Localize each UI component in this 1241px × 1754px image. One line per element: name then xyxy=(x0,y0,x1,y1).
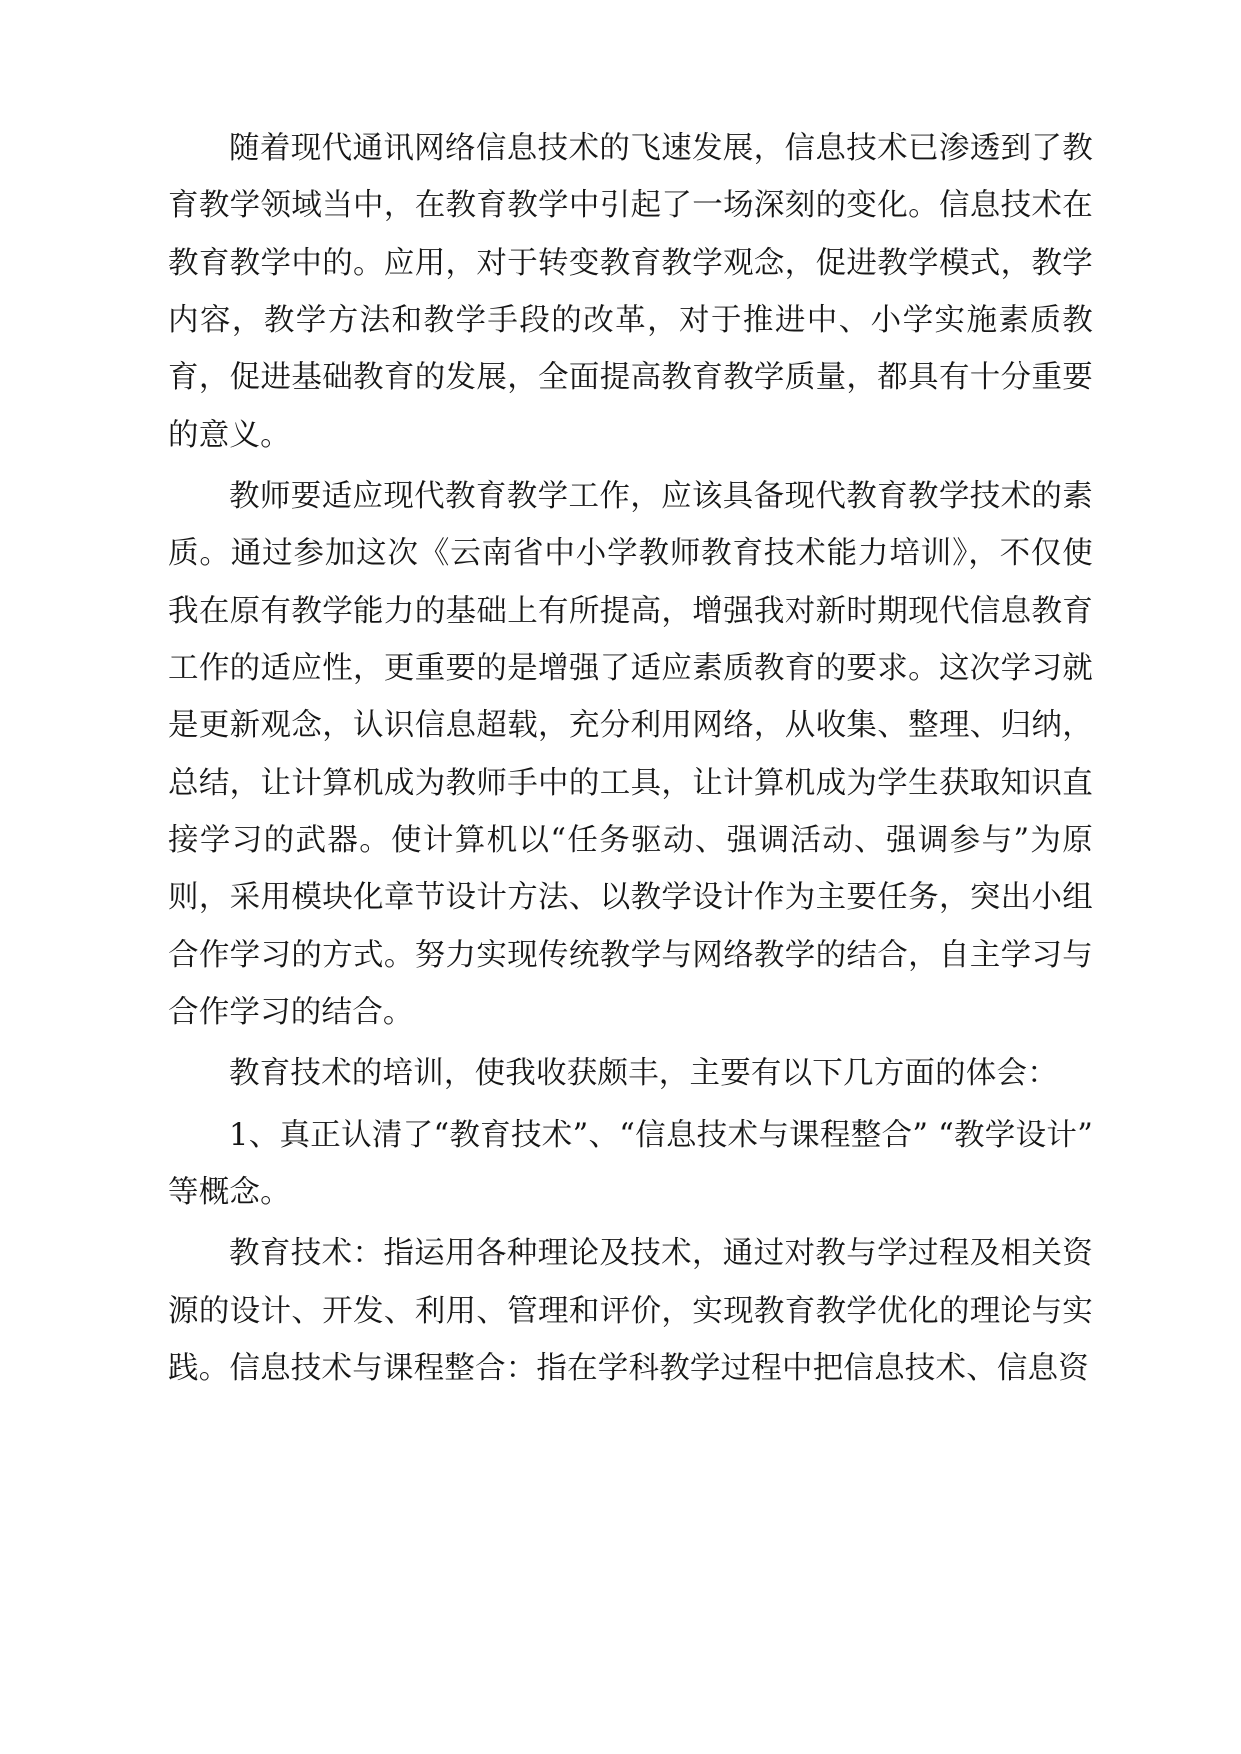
document-text-body xyxy=(168,120,1093,1397)
paragraph-4: 1、真正认清了“教育技术”、“信息技术与课程整合” “教学设计”等概念。 xyxy=(168,1117,1093,1210)
paragraph-3: 教育技术的培训，使我收获颇丰，主要有以下几方面的体会： xyxy=(229,1056,1058,1092)
paragraph-1: 随着现代通讯网络信息技术的飞速发展，信息技术已渗透到了教育教学领域当中，在教育教学中引起了一场深刻的变化。信息技术在教育教学中的。应用，对于转变教育教学观念，促进教学模式，教学内容，教学方法和教学手段的改革，对于推进中、小学实施素质教育，促进基础教育的发展，全面提高教育教学质量，都具有十分重要的意义。 xyxy=(168,131,1093,453)
paragraph-5: 教育技术：指运用各种理论及技术，通过对教与学过程及相关资源的设计、开发、利用、管理和评价，实现教育教学优化的理论与实践。信息技术与课程整合：指在学科教学过程中把信息技术、信息资 xyxy=(168,1236,1093,1386)
paragraph-2: 教师要适应现代教育教学工作，应该具备现代教育教学技术的素质。通过参加这次《云南省中小学教师教育技术能力培训》，不仅使我在原有教学能力的基础上有所提高，增强我对新时期现代信息教育工作的适应性，更重要的是增强了适应素质教育的要求。这次学习就是更新观念，认识信息超载，充分利用网络，从收集、整理、归纳，总结，让计算机成为教师手中的工具，让计算机成为学生获取知识直接学习的武器。使计算机以“任务驱动、强调活动、强调参与”为原则，采用模块化章节设计方法、以教学设计作为主要任务，突出小组合作学习的方式。努力实现传统教学与网络教学的结合，自主学习与合作学习的结合。 xyxy=(168,478,1093,1030)
